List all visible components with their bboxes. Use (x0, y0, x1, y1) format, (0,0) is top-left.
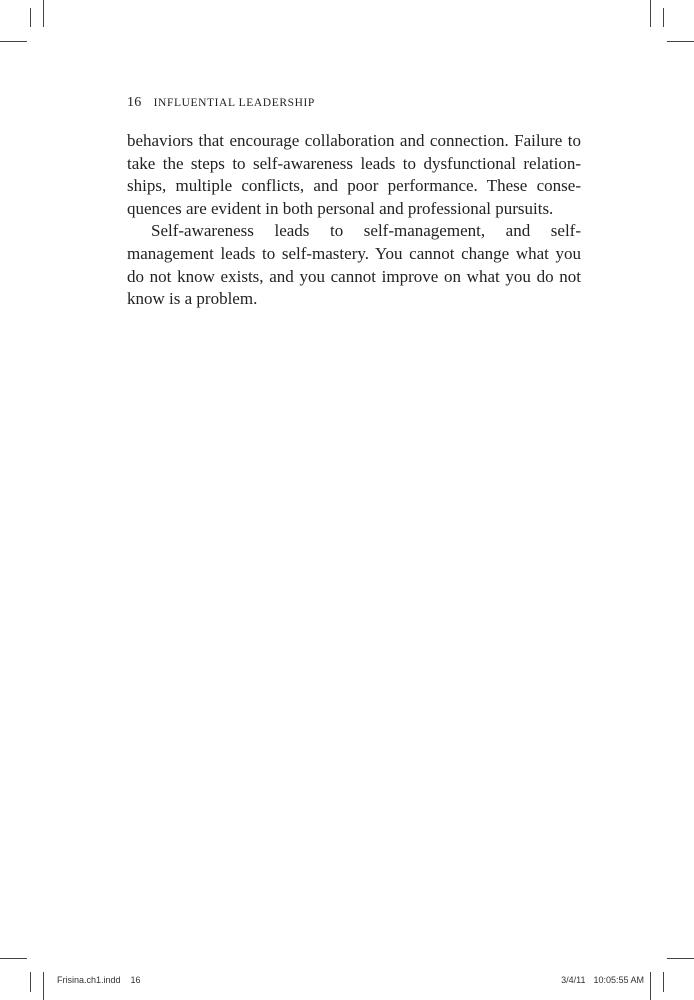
crop-mark-top-left-horizontal (0, 41, 27, 42)
crop-mark-top-right-horizontal (667, 41, 694, 42)
slug-left (57, 975, 141, 985)
slug-date: 3/4/11 (561, 975, 586, 985)
slug-page: 16 (130, 975, 141, 985)
running-head (127, 95, 315, 111)
crop-mark-bottom-right-horizontal (667, 958, 694, 959)
crop-mark-bottom-right-vertical (650, 972, 651, 1000)
slug-right (561, 975, 644, 985)
page-number: 16 (127, 95, 142, 110)
crop-mark-top-right-vertical (650, 0, 651, 27)
paragraph-1: behaviors that encourage collaboration and connection. Failure to take the steps to self-awareness leads to dysfunctional relationships, multiple conflicts, and poor performance. These consequences are evident in both personal and professional pursuits. (127, 131, 581, 218)
crop-mark-bottom-left-bleed (30, 972, 31, 992)
crop-mark-bottom-left-horizontal (0, 958, 27, 959)
paragraph-2: Self-awareness leads to self-management, and self-management leads to self-mastery. You cannot change what you do not know exists, and you cannot improve on what you do not know is a problem. (127, 221, 581, 309)
crop-mark-top-left-vertical (43, 0, 44, 27)
slug-time: 10:05:55 AM (593, 975, 644, 985)
crop-mark-top-left-bleed (30, 8, 31, 27)
running-head-title: INFLUENTIAL LEADERSHIP (153, 97, 315, 109)
body-text (127, 130, 581, 311)
crop-mark-top-right-bleed (663, 8, 664, 27)
slug-file-name: Frisina.ch1.indd (57, 975, 121, 985)
crop-mark-bottom-right-bleed (663, 972, 664, 992)
crop-mark-bottom-left-vertical (43, 972, 44, 1000)
